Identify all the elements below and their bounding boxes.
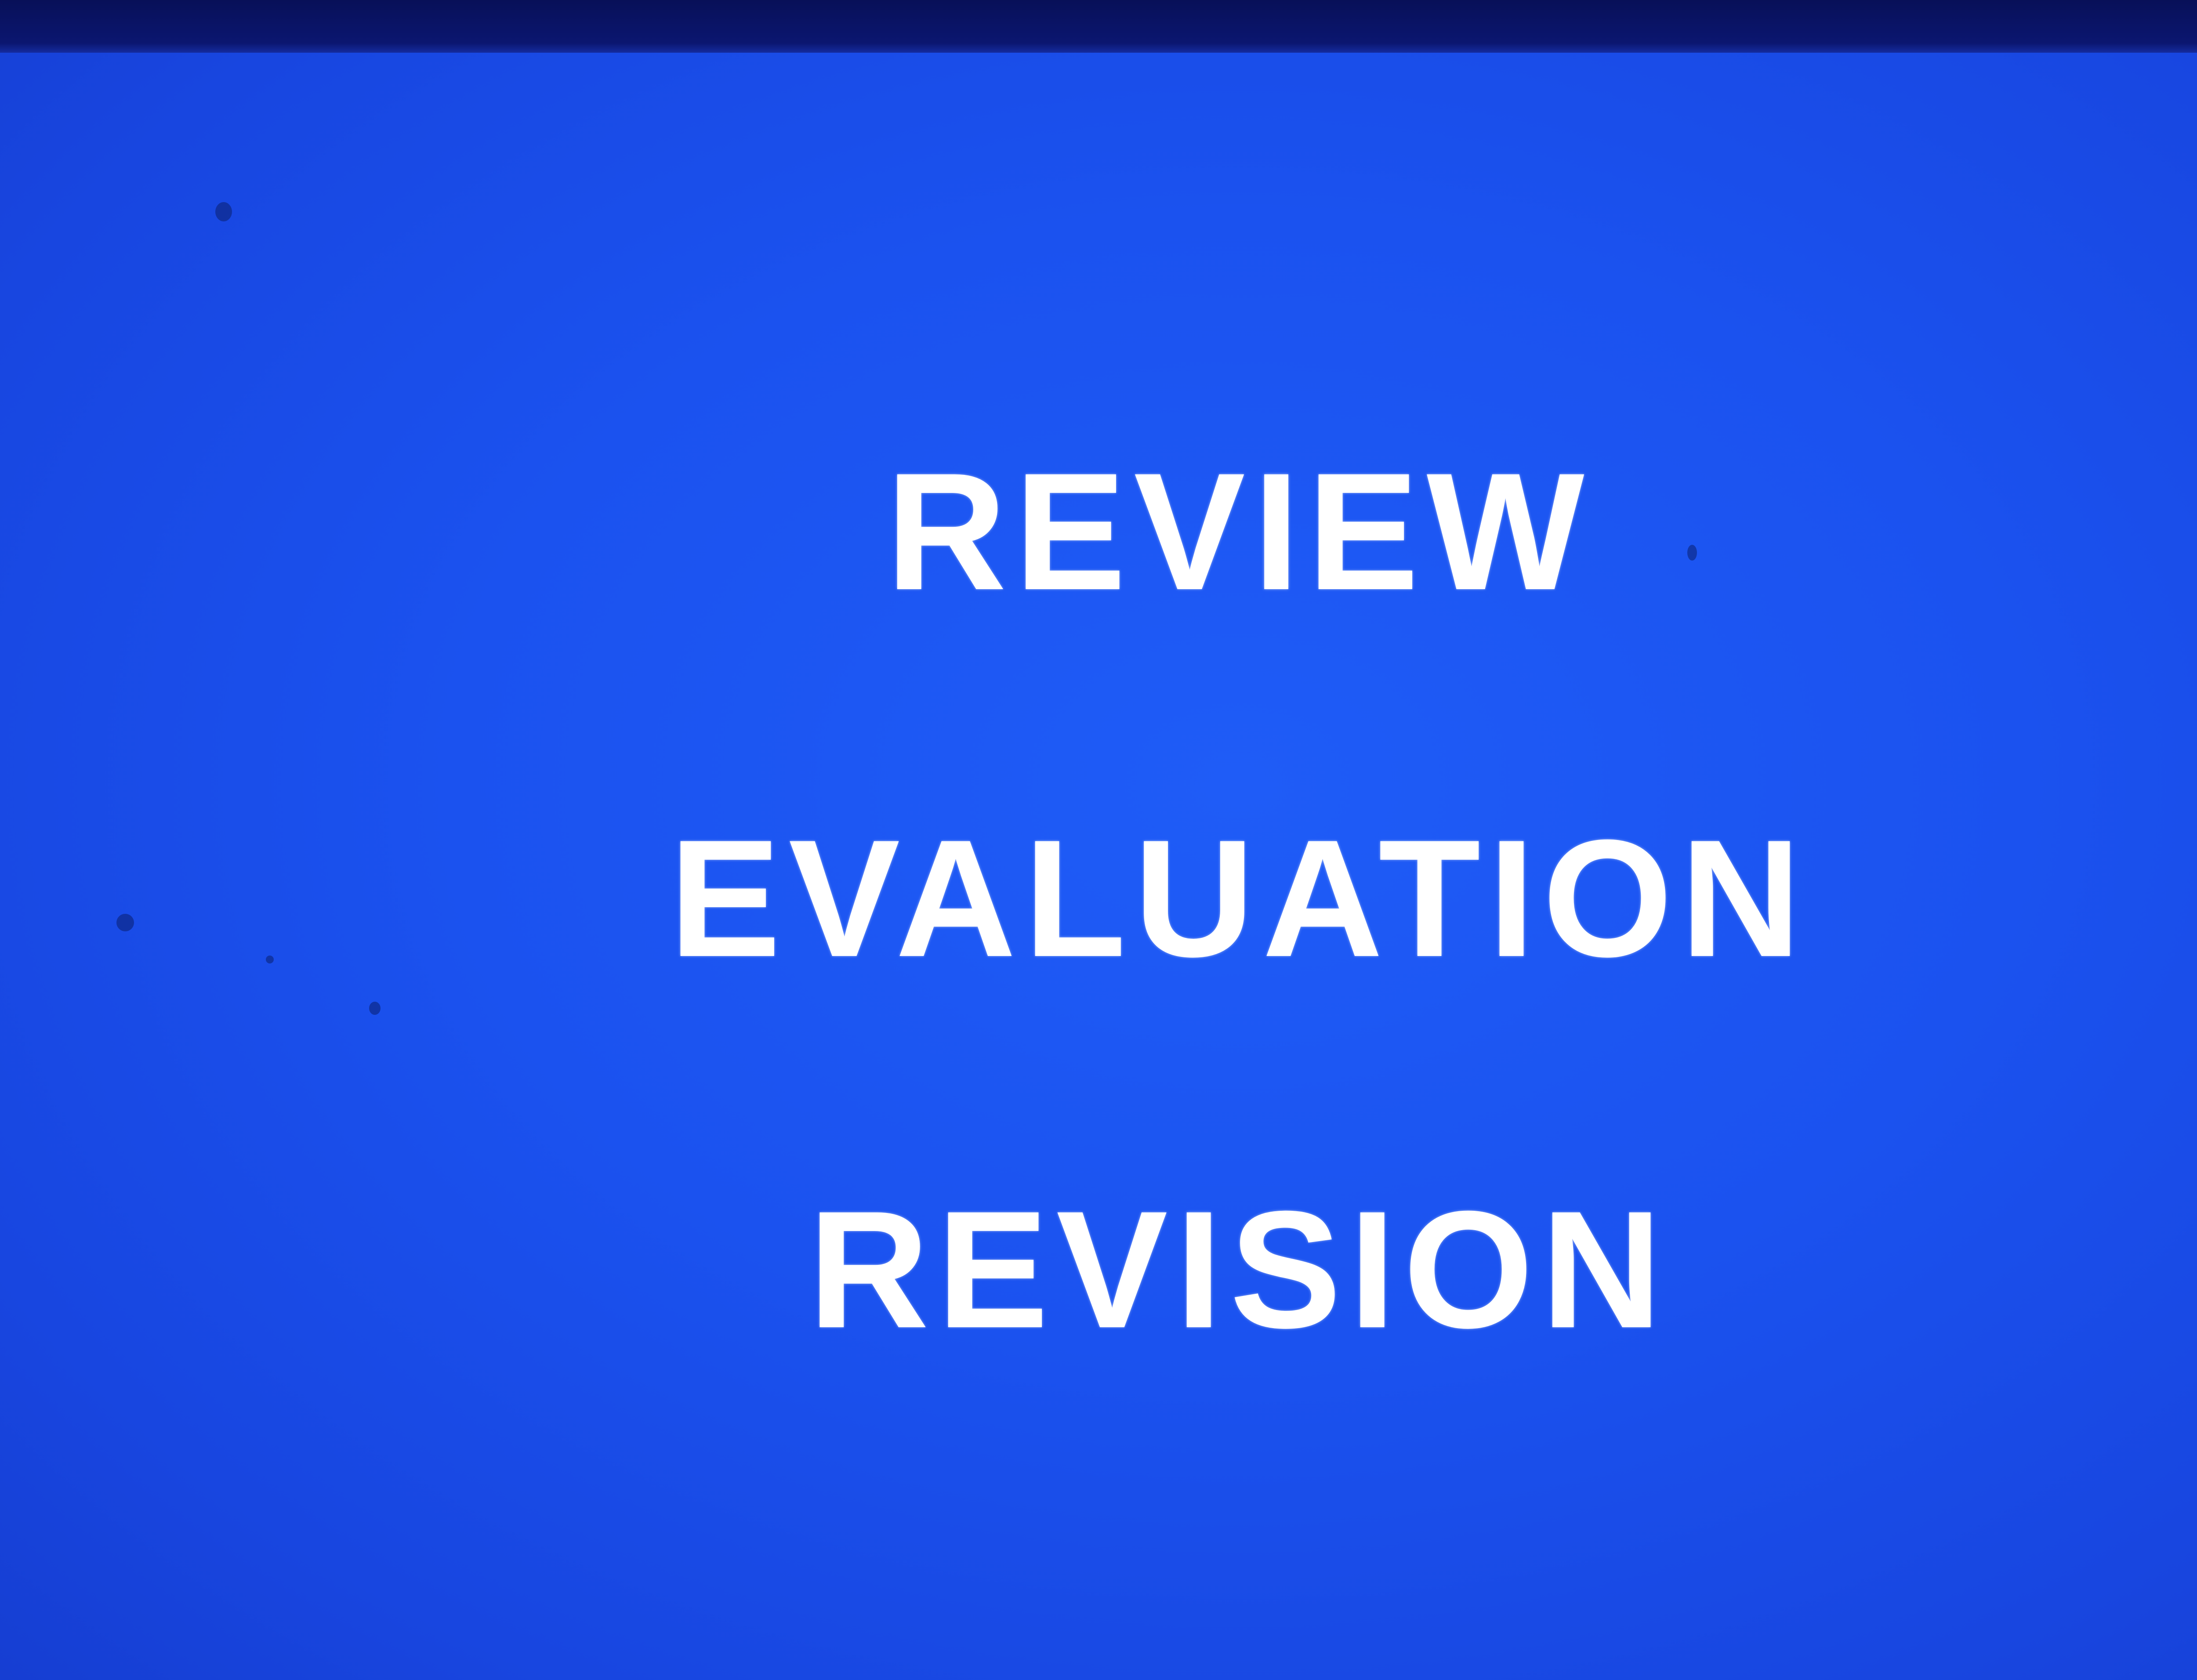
slide-panel — [0, 53, 2197, 1680]
dust-speck — [215, 202, 232, 221]
top-frame-edge — [0, 0, 2197, 62]
dust-speck — [369, 1002, 381, 1015]
slide-line-evaluation: EVALUATION — [669, 805, 1809, 992]
slide-line-revision: REVISION — [808, 1176, 1670, 1363]
slide-line-review: REVIEW — [886, 438, 1592, 625]
